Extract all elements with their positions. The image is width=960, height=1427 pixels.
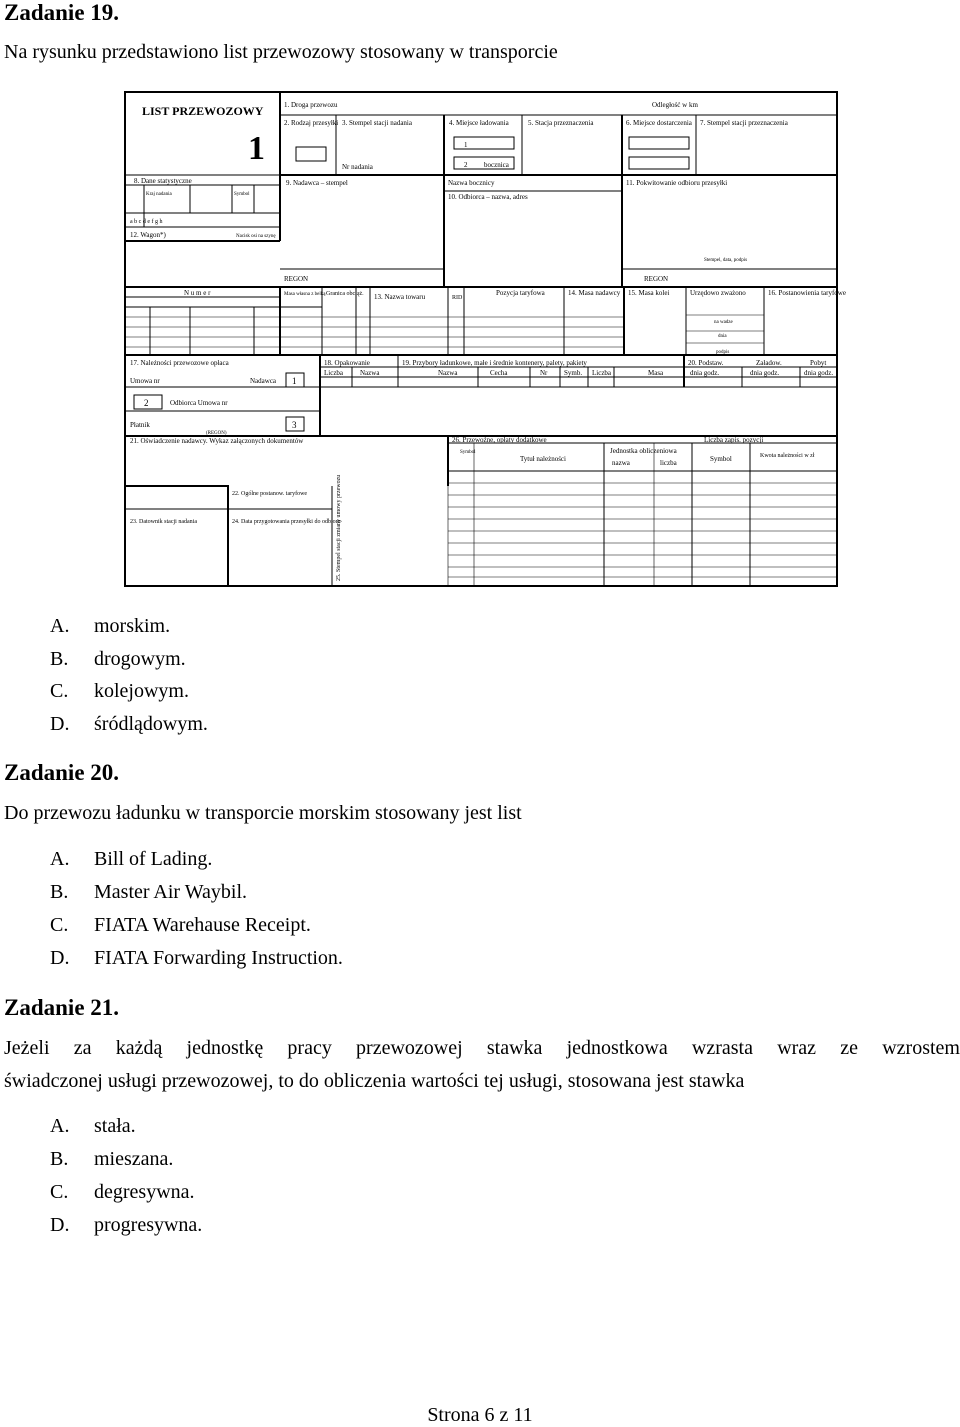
- form-label: Kwota należności w zł: [760, 453, 815, 459]
- form-label: 8. Dane statystyczne: [134, 177, 192, 185]
- q19-option-a: A. morskim.: [50, 615, 171, 637]
- form-label: Odległość w km: [652, 101, 698, 109]
- form-label: Masa własna z belką: [284, 292, 326, 297]
- q19-heading: Zadanie 19.: [4, 0, 120, 25]
- form-label: Masa: [648, 369, 664, 377]
- form-label: Pobyt: [810, 359, 827, 367]
- form-label: Symb.: [564, 369, 583, 377]
- form-label: Załadow.: [756, 359, 782, 367]
- form-label: 2: [464, 161, 468, 169]
- form-label: dnia godz.: [804, 369, 834, 377]
- form-label: 5. Stacja przeznaczenia: [528, 119, 594, 127]
- q20-option-b: B. Master Air Waybil.: [50, 881, 247, 903]
- q19-option-c: C. kolejowym.: [50, 680, 189, 702]
- form-label: Symbol: [460, 450, 476, 455]
- form-label: Nazwa bocznicy: [448, 179, 495, 187]
- form-label: 19. Przybory ładunkowe, małe i średnie kontenery, palety, pakiety: [402, 359, 587, 367]
- form-label: Nacisk osi na szynę: [236, 234, 276, 239]
- form-label: 4. Miejsce ładowania: [449, 119, 509, 127]
- form-label: Pozycja taryfowa: [496, 289, 545, 297]
- form-number: 1: [248, 130, 265, 167]
- form-label: 24. Data przygotowania przesyłki do odbioru: [232, 519, 341, 525]
- q21-option-d: D. progresywna.: [50, 1214, 203, 1236]
- form-label: 12. Wagon*): [130, 231, 166, 239]
- form-label: a b c d e f g h: [130, 219, 163, 225]
- q19-question: Na rysunku przedstawiono list przewozowy stosowany w transporcie: [4, 41, 558, 63]
- form-label: Stempel, data, podpis: [704, 258, 748, 263]
- form-label: 13. Nazwa towaru: [374, 293, 426, 301]
- form-label: Tytuł należności: [520, 455, 566, 463]
- q20-option-c: C. FIATA Warehause Receipt.: [50, 914, 311, 936]
- form-label: Kraj nadania: [146, 192, 172, 197]
- form-label: 14. Masa nadawcy: [568, 289, 621, 297]
- page-footer: Strona 6 z 11: [427, 1404, 533, 1426]
- form-label: 6. Miejsce dostarczenia: [626, 119, 692, 127]
- q21-option-b: B. mieszana.: [50, 1148, 174, 1170]
- q21-option-c: C. degresywna.: [50, 1181, 195, 1203]
- form-label: Symbol: [234, 192, 250, 197]
- form-label: Urzędowo zważono: [690, 289, 746, 297]
- form-label: REGON: [284, 275, 309, 283]
- form-label: na wadze: [714, 320, 733, 325]
- waybill-form-image: [124, 91, 846, 587]
- form-label: dnia: [718, 334, 727, 339]
- form-label: nazwa: [612, 459, 630, 467]
- form-label: (REGON): [206, 431, 227, 436]
- form-label: REGON: [644, 275, 669, 283]
- form-label: Granica obciąż.: [326, 291, 364, 297]
- form-label: 15. Masa kolei: [628, 289, 670, 297]
- form-label: 11. Pokwitowanie odbioru przesyłki: [626, 179, 728, 187]
- q20-option-d: D. FIATA Forwarding Instruction.: [50, 947, 343, 969]
- form-label: 3. Stempel stacji nadania: [342, 119, 412, 127]
- form-label: liczba: [660, 459, 677, 467]
- q21-option-a: A. stała.: [50, 1115, 136, 1137]
- form-label: Liczba zapis. pozycji: [704, 436, 764, 444]
- q20-heading: Zadanie 20.: [4, 760, 120, 785]
- form-label: 10. Odbiorca – nazwa, adres: [448, 193, 528, 201]
- form-label: 22. Ogólne postanow. taryfowe: [232, 491, 308, 497]
- form-label: Umowa nr: [130, 377, 160, 385]
- form-label: Symbol: [710, 455, 732, 463]
- form-label: 17. Należności przewozowe opłaca: [130, 359, 229, 367]
- form-label: 2. Rodzaj przesyłki: [284, 119, 339, 127]
- form-label: Cecha: [490, 369, 508, 377]
- form-label: 7. Stempel stacji przeznaczenia: [700, 119, 788, 127]
- form-label: Płatnik: [130, 421, 150, 429]
- q21-heading: Zadanie 21.: [4, 995, 120, 1020]
- form-label: 9. Nadawca – stempel: [286, 179, 348, 187]
- form-label: 21. Oświadczenie nadawcy. Wykaz załączonych dokumentów: [130, 437, 304, 445]
- form-label: dnia godz.: [690, 369, 720, 377]
- form-label: Nazwa: [438, 369, 458, 377]
- form-label: 16. Postanowienia taryfowe: [768, 289, 846, 297]
- form-label: 25. Stempel stacji zmiany umowy przewozu: [336, 474, 342, 581]
- form-label: bocznica: [484, 161, 509, 169]
- q20-question: Do przewozu ładunku w transporcie morskim stosowany jest list: [4, 802, 522, 824]
- form-label: 23. Datownik stacji nadania: [130, 519, 197, 525]
- form-label: Nr nadania: [342, 163, 373, 171]
- form-label: podpis: [716, 350, 730, 355]
- q21-question-line2: świadczonej usługi przewozowej, to do obliczenia wartości tej usługi, stosowana jest stawka: [4, 1070, 745, 1092]
- form-label: 2: [144, 398, 149, 408]
- q19-option-b: B. drogowym.: [50, 648, 186, 670]
- form-label: Nazwa: [360, 369, 380, 377]
- form-label: Liczba: [592, 369, 612, 377]
- q21-question-line1: Jeżeli za każdą jednostkę pracy przewozowej stawka jednostkowa wzrasta wraz ze wzrostem: [4, 1037, 960, 1059]
- form-label: dnia godz.: [750, 369, 780, 377]
- form-label: 20. Podstaw.: [688, 359, 724, 367]
- form-label: Liczba: [324, 369, 344, 377]
- form-label: N u m e r: [184, 289, 211, 297]
- form-label: Nadawca: [250, 377, 277, 385]
- form-label: 18. Opakowanie: [324, 359, 370, 367]
- form-label: Nr: [540, 369, 548, 377]
- form-label: 1: [292, 376, 297, 386]
- form-label: Odbiorca Umowa nr: [170, 399, 228, 407]
- form-label: RID: [452, 295, 463, 301]
- form-label: 26. Przewoźne, opłaty dodatkowe: [452, 436, 547, 444]
- form-title: LIST PRZEWOZOWY: [142, 104, 264, 118]
- q19-option-d: D. śródlądowym.: [50, 713, 208, 735]
- q20-option-a: A. Bill of Lading.: [50, 848, 213, 870]
- form-label: Jednostka obliczeniowa: [610, 447, 677, 455]
- form-label: 3: [292, 420, 297, 430]
- form-label: 1. Droga przewozu: [284, 101, 338, 109]
- form-label: 1: [464, 141, 468, 149]
